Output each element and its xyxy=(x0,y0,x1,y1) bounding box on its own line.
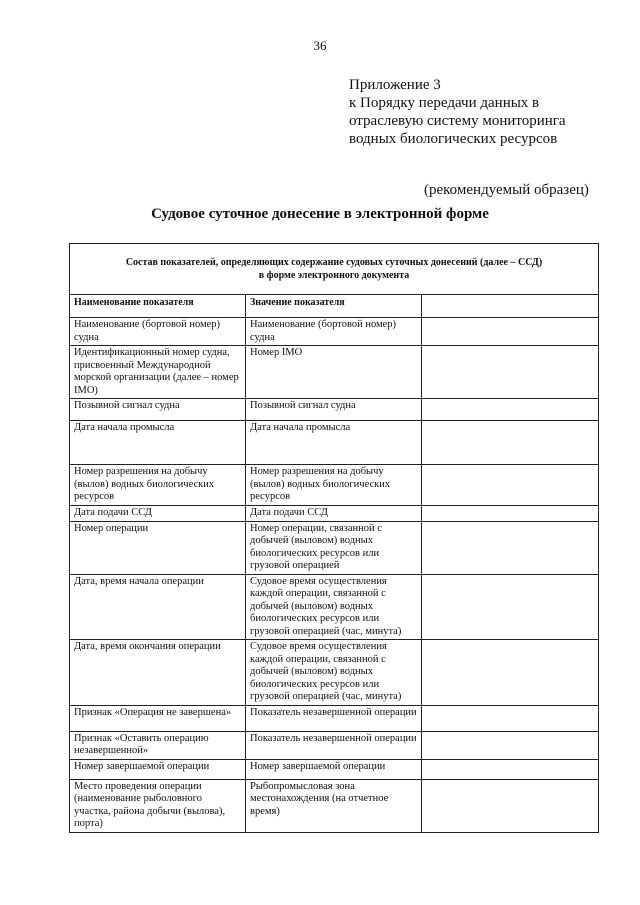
indicator-name: Идентификационный номер судна, присвоенный Международной морской организации (далее – номер IMO) xyxy=(70,346,246,399)
empty-cell xyxy=(422,318,599,346)
indicator-value: Судовое время осуществления каждой операции, связанной с добычей (выловом) водных биологических ресурсов или грузовой операцией (час, минута) xyxy=(246,574,422,640)
table-row xyxy=(70,705,599,731)
table-caption-line: в форме электронного документа xyxy=(258,270,410,281)
empty-cell xyxy=(422,759,599,779)
table-row xyxy=(70,640,599,706)
table-caption xyxy=(70,244,599,295)
appendix-line: отраслевую систему мониторинга xyxy=(349,113,566,129)
indicator-name: Дата подачи ССД xyxy=(70,505,246,521)
appendix-line: к Порядку передачи данных в xyxy=(349,95,540,111)
table-caption-row xyxy=(70,244,599,295)
indicator-value: Номер операции, связанной с добычей (выловом) водных биологических ресурсов или грузовой операцией xyxy=(246,521,422,574)
document-title: Судовое суточное донесение в электронной форме xyxy=(151,206,489,222)
indicator-name: Дата, время начала операции xyxy=(70,574,246,640)
empty-cell xyxy=(422,521,599,574)
empty-cell xyxy=(422,731,599,759)
table-caption-line: Состав показателей, определяющих содержание судовых суточных донесений (далее – ССД) xyxy=(125,257,543,268)
indicator-value: Наименование (бортовой номер) судна xyxy=(246,318,422,346)
indicator-name: Признак «Операция не завершена» xyxy=(70,705,246,731)
indicator-name: Позывной сигнал судна xyxy=(70,399,246,421)
indicator-value: Номер завершаемой операции xyxy=(246,759,422,779)
indicator-value: Позывной сигнал судна xyxy=(246,399,422,421)
appendix-header xyxy=(349,76,566,148)
indicators-table xyxy=(69,243,599,833)
empty-cell xyxy=(422,421,599,465)
table-row xyxy=(70,421,599,465)
indicator-value: Показатель незавершенной операции xyxy=(246,705,422,731)
indicator-value: Дата подачи ССД xyxy=(246,505,422,521)
indicator-value: Номер IMO xyxy=(246,346,422,399)
indicator-name: Номер завершаемой операции xyxy=(70,759,246,779)
empty-cell xyxy=(422,705,599,731)
empty-cell xyxy=(422,346,599,399)
sample-note: (рекомендуемый образец) xyxy=(424,182,589,198)
empty-cell xyxy=(422,574,599,640)
table-row xyxy=(70,731,599,759)
indicator-value: Дата начала промысла xyxy=(246,421,422,465)
table-row xyxy=(70,759,599,779)
indicator-value: Рыбопромысловая зона местонахождения (на отчетное время) xyxy=(246,779,422,832)
table-row xyxy=(70,346,599,399)
table-row xyxy=(70,505,599,521)
indicator-name: Дата начала промысла xyxy=(70,421,246,465)
indicator-name: Дата, время окончания операции xyxy=(70,640,246,706)
empty-cell xyxy=(422,779,599,832)
indicator-value: Показатель незавершенной операции xyxy=(246,731,422,759)
indicator-name: Номер операции xyxy=(70,521,246,574)
column-header-value: Значение показателя xyxy=(246,295,422,318)
table-row xyxy=(70,465,599,506)
indicator-name: Признак «Оставить операцию незавершенной» xyxy=(70,731,246,759)
table-row xyxy=(70,318,599,346)
empty-cell xyxy=(422,640,599,706)
empty-cell xyxy=(422,399,599,421)
indicator-name: Место проведения операции (наименование рыболовного участка, района добычи (вылова), порта) xyxy=(70,779,246,832)
appendix-line: водных биологических ресурсов xyxy=(349,131,558,147)
table-row xyxy=(70,574,599,640)
table-header-row xyxy=(70,295,599,318)
indicator-name: Наименование (бортовой номер) судна xyxy=(70,318,246,346)
indicator-value: Судовое время осуществления каждой операции, связанной с добычей (выловом) водных биологических ресурсов или грузовой операцией (час, минута) xyxy=(246,640,422,706)
column-header-name: Наименование показателя xyxy=(70,295,246,318)
empty-cell xyxy=(422,465,599,506)
table-row xyxy=(70,521,599,574)
appendix-line: Приложение 3 xyxy=(349,77,441,93)
empty-cell xyxy=(422,505,599,521)
table-row xyxy=(70,779,599,832)
page-number: 36 xyxy=(313,38,327,53)
table-row xyxy=(70,399,599,421)
indicator-value: Номер разрешения на добычу (вылов) водных биологических ресурсов xyxy=(246,465,422,506)
column-header-empty xyxy=(422,295,599,318)
indicator-name: Номер разрешения на добычу (вылов) водных биологических ресурсов xyxy=(70,465,246,506)
